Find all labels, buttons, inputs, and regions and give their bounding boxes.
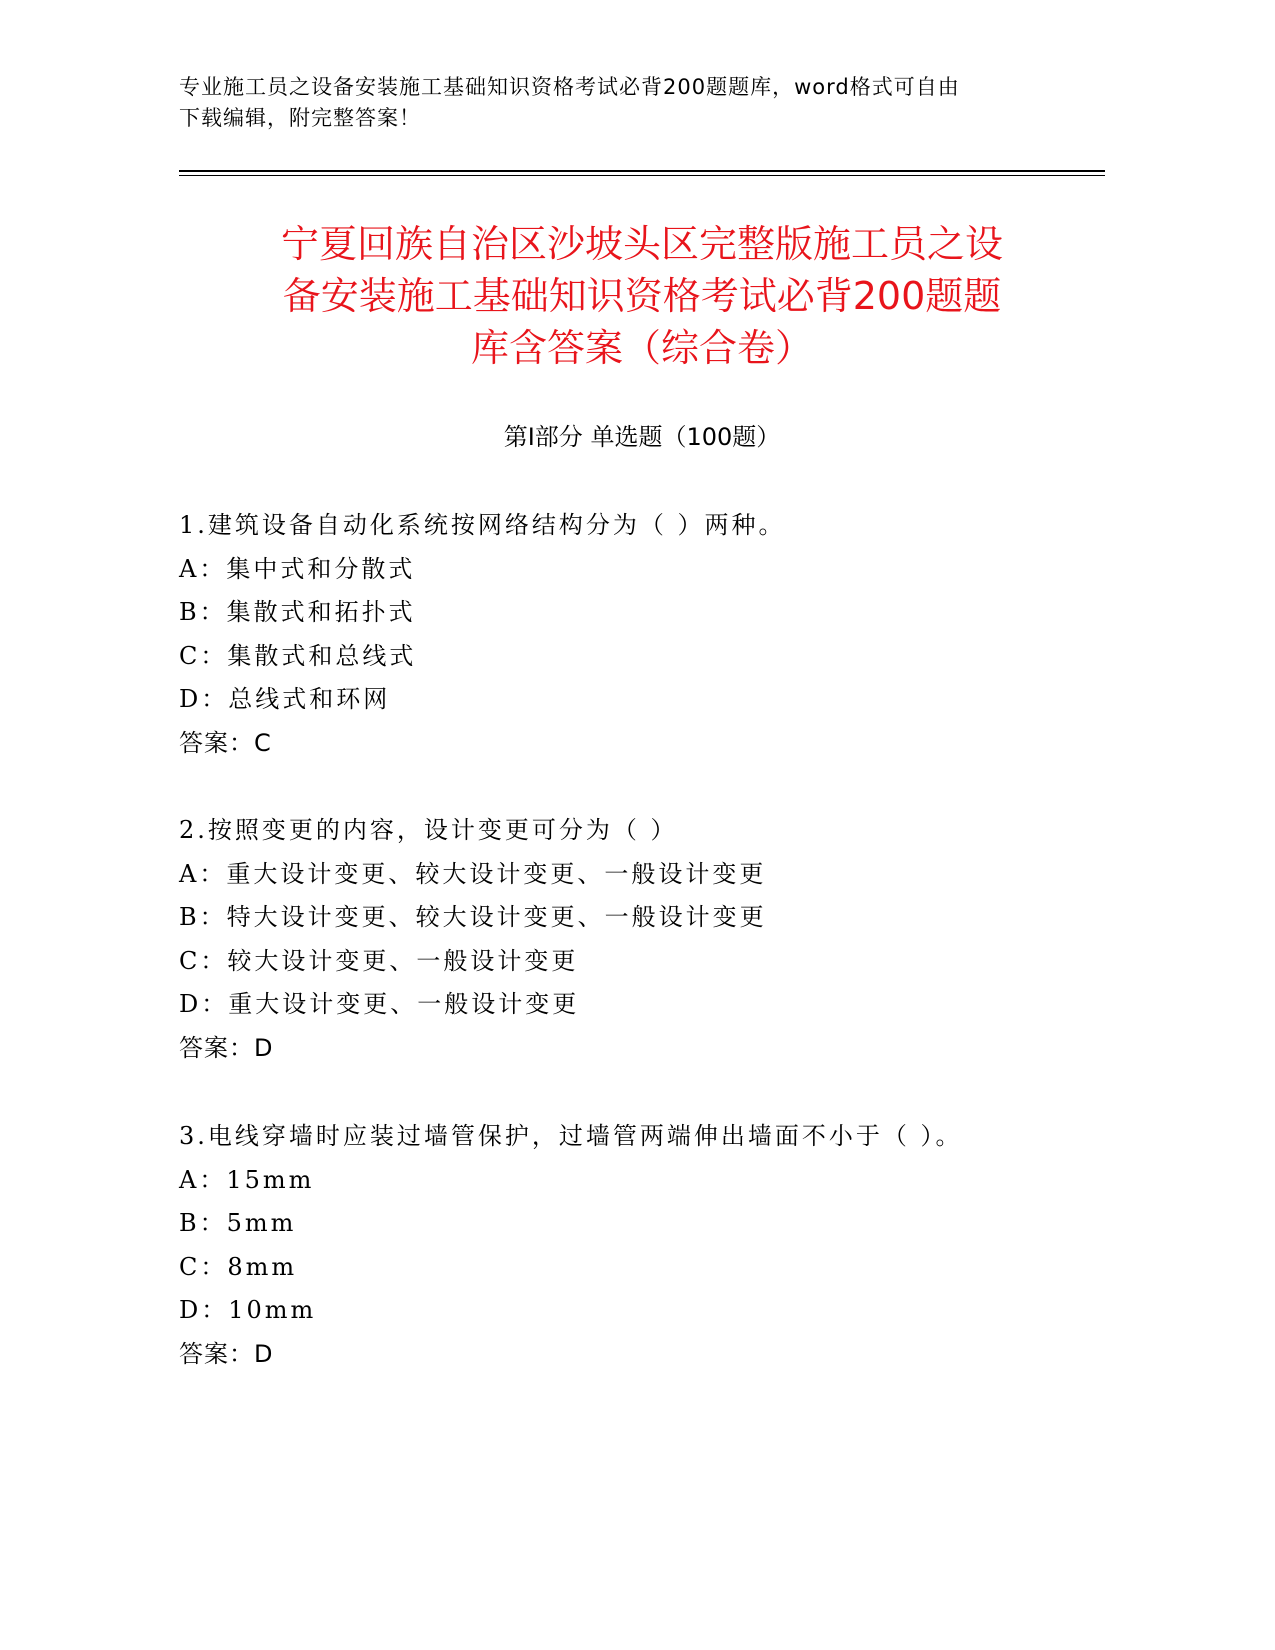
question-stem: 2.按照变更的内容，设计变更可分为（ ） [179, 816, 678, 844]
question-1 [179, 507, 1105, 768]
header-divider-thick [179, 170, 1105, 172]
title-line-3: 库含答案（综合卷） [470, 326, 813, 370]
header-divider-thin [179, 175, 1105, 176]
option-a: A：重大设计变更、较大设计变更、一般设计变更 [179, 859, 767, 888]
option-b: B：特大设计变更、较大设计变更、一般设计变更 [179, 903, 767, 931]
answer: 答案：C [179, 728, 272, 757]
option-a: A：集中式和分散式 [179, 554, 416, 583]
option-b: B：5mm [179, 1209, 297, 1237]
header-note-line-1: 专业施工员之设备安装施工基础知识资格考试必背200题题库，word格式可自由 [179, 75, 960, 99]
question-3 [179, 1118, 1105, 1379]
option-d: D：10mm [179, 1296, 317, 1324]
title-line-2: 备安装施工基础知识资格考试必背200题题 [282, 274, 1002, 318]
option-c: C：8mm [179, 1252, 298, 1281]
answer: 答案：D [179, 1339, 274, 1368]
question-2 [179, 812, 1105, 1073]
option-d: D：总线式和环网 [179, 685, 391, 713]
section-title: 第Ⅰ部分 单选题（100题） [503, 423, 781, 451]
option-c: C：较大设计变更、一般设计变更 [179, 946, 579, 975]
option-b: B：集散式和拓扑式 [179, 598, 416, 626]
document-title [179, 218, 1105, 374]
title-line-1: 宁夏回族自治区沙坡头区完整版施工员之设 [280, 222, 1003, 266]
option-a: A：15mm [179, 1165, 315, 1194]
option-d: D：重大设计变更、一般设计变更 [179, 990, 580, 1018]
header-note-line-2: 下载编辑，附完整答案！ [179, 106, 421, 130]
question-stem: 1.建筑设备自动化系统按网络结构分为（ ）两种。 [179, 511, 786, 539]
option-c: C：集散式和总线式 [179, 641, 417, 670]
answer: 答案：D [179, 1033, 274, 1062]
question-stem: 3.电线穿墙时应装过墙管保护，过墙管两端伸出墙面不小于（ ）。 [179, 1122, 963, 1150]
header-note [179, 72, 1039, 134]
